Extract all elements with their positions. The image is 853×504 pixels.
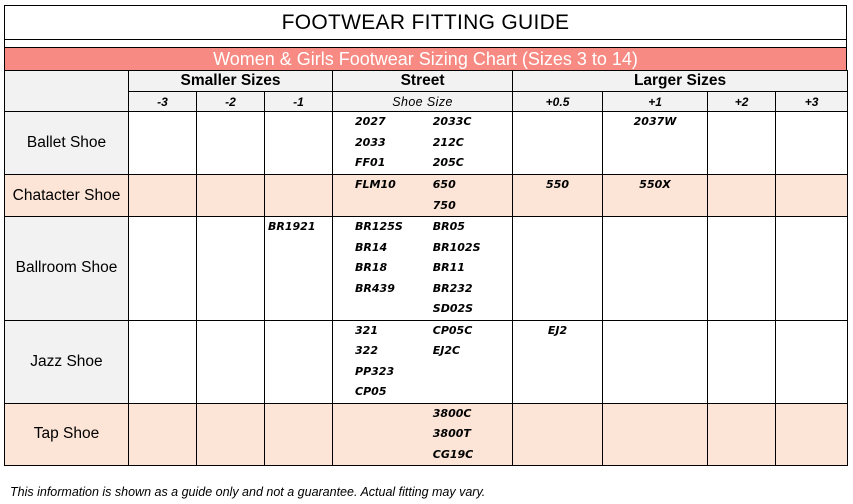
cell-minus-3 bbox=[129, 175, 197, 217]
size-code: BR18 bbox=[355, 261, 388, 274]
street-column-a bbox=[333, 112, 431, 174]
size-code: 2033 bbox=[355, 135, 386, 149]
size-code: 3800C bbox=[432, 406, 472, 420]
size-list bbox=[355, 175, 431, 196]
size-code: 212C bbox=[432, 135, 464, 149]
col-header-minus-3: -3 bbox=[129, 92, 197, 112]
size-code: CG19C bbox=[432, 447, 474, 461]
spacer-row bbox=[4, 39, 847, 47]
cell-minus-3 bbox=[129, 112, 197, 175]
cell-minus-1 bbox=[265, 112, 333, 175]
cell-minus-3 bbox=[129, 217, 197, 321]
cell-street-shoe-size bbox=[333, 217, 513, 321]
cell-plus-1 bbox=[603, 175, 708, 217]
size-code: 750 bbox=[432, 198, 456, 212]
cell-plus-1 bbox=[603, 403, 708, 466]
size-code: 2037W bbox=[633, 115, 677, 128]
size-code: 2027 bbox=[355, 115, 386, 128]
cell-plus-0-5 bbox=[513, 403, 603, 466]
cell-minus-1 bbox=[265, 175, 333, 217]
size-list bbox=[433, 217, 512, 320]
street-column-a bbox=[333, 217, 431, 320]
street-column-b bbox=[431, 112, 512, 174]
size-list bbox=[355, 217, 431, 299]
size-code: BR102S bbox=[432, 240, 481, 254]
size-code: BR14 bbox=[355, 240, 388, 254]
col-header-plus-3: +3 bbox=[776, 92, 848, 112]
cell-minus-3 bbox=[129, 403, 197, 466]
size-code: EJ2 bbox=[547, 323, 568, 337]
street-column-a bbox=[333, 404, 431, 466]
cell-plus-0-5 bbox=[513, 112, 603, 175]
street-size-columns bbox=[333, 112, 512, 174]
group-header-street: Street bbox=[333, 71, 513, 92]
size-code: 3800T bbox=[432, 427, 471, 440]
cell-street-shoe-size bbox=[333, 320, 513, 403]
col-header-plus-0-5: +0.5 bbox=[513, 92, 603, 112]
street-size-columns bbox=[333, 404, 512, 466]
cell-plus-3 bbox=[776, 320, 848, 403]
street-column-b bbox=[431, 404, 512, 466]
street-column-b bbox=[431, 321, 512, 403]
col-header-plus-1: +1 bbox=[603, 92, 708, 112]
size-list bbox=[355, 321, 431, 403]
cell-plus-2 bbox=[708, 403, 776, 466]
corner-cell bbox=[5, 71, 129, 112]
street-size-columns bbox=[333, 175, 512, 216]
size-list bbox=[433, 404, 512, 466]
size-list bbox=[433, 112, 512, 174]
cell-plus-3 bbox=[776, 403, 848, 466]
table-row bbox=[5, 112, 848, 175]
sizing-table bbox=[4, 70, 848, 466]
size-code: BR439 bbox=[355, 281, 395, 295]
size-list bbox=[265, 217, 332, 238]
col-header-minus-1: -1 bbox=[265, 92, 333, 112]
table-row bbox=[5, 403, 848, 466]
size-code: FF01 bbox=[355, 156, 386, 169]
cell-minus-1 bbox=[265, 320, 333, 403]
table-row bbox=[5, 320, 848, 403]
cell-plus-1 bbox=[603, 217, 708, 321]
street-column-a bbox=[333, 175, 431, 216]
size-code: 205C bbox=[432, 156, 464, 169]
cell-street-shoe-size bbox=[333, 403, 513, 466]
row-label: Tap Shoe bbox=[5, 403, 129, 466]
street-column-a bbox=[333, 321, 431, 403]
cell-plus-0-5 bbox=[513, 320, 603, 403]
size-code: BR1921 bbox=[268, 220, 316, 233]
chart-subtitle-banner: Women & Girls Footwear Sizing Chart (Sizes 3 to 14) bbox=[4, 47, 847, 70]
size-list bbox=[513, 175, 602, 196]
cell-minus-3 bbox=[129, 320, 197, 403]
street-size-columns bbox=[333, 321, 512, 403]
row-label: Ballroom Shoe bbox=[5, 217, 129, 321]
cell-street-shoe-size bbox=[333, 175, 513, 217]
table-body bbox=[5, 112, 848, 466]
row-label: Jazz Shoe bbox=[5, 320, 129, 403]
size-code: FLM10 bbox=[355, 178, 396, 191]
size-list bbox=[355, 112, 431, 174]
cell-plus-3 bbox=[776, 217, 848, 321]
size-list bbox=[513, 321, 602, 342]
cell-plus-3 bbox=[776, 175, 848, 217]
street-size-columns bbox=[333, 217, 512, 320]
street-column-b bbox=[431, 175, 512, 216]
street-column-b bbox=[431, 217, 512, 320]
size-code: 2033C bbox=[432, 115, 472, 128]
cell-minus-2 bbox=[197, 403, 265, 466]
cell-plus-0-5 bbox=[513, 175, 603, 217]
cell-plus-2 bbox=[708, 217, 776, 321]
group-header-smaller: Smaller Sizes bbox=[129, 71, 333, 92]
size-code: CP05C bbox=[432, 323, 473, 337]
size-code: SD02S bbox=[432, 302, 474, 315]
cell-plus-1 bbox=[603, 112, 708, 175]
size-code: 650 bbox=[432, 178, 456, 191]
size-code: BR232 bbox=[432, 281, 473, 295]
cell-minus-2 bbox=[197, 320, 265, 403]
table-row bbox=[5, 175, 848, 217]
size-code: PP323 bbox=[355, 364, 395, 378]
size-code: 322 bbox=[355, 344, 378, 357]
size-list bbox=[433, 175, 512, 216]
size-code: 321 bbox=[355, 323, 378, 337]
size-code: BR125S bbox=[355, 220, 403, 233]
row-label: Ballet Shoe bbox=[5, 112, 129, 175]
cell-plus-2 bbox=[708, 320, 776, 403]
cell-plus-0-5 bbox=[513, 217, 603, 321]
cell-plus-3 bbox=[776, 112, 848, 175]
cell-plus-2 bbox=[708, 175, 776, 217]
col-header-minus-2: -2 bbox=[197, 92, 265, 112]
size-list bbox=[603, 175, 707, 196]
disclaimer-footer: This information is shown as a guide only and not a guarantee. Actual fitting may vary. bbox=[10, 485, 486, 499]
group-header-larger: Larger Sizes bbox=[513, 71, 848, 92]
col-header-shoe-size: Shoe Size bbox=[333, 92, 513, 112]
fitting-guide-sheet bbox=[4, 5, 847, 499]
size-code: 550 bbox=[546, 178, 570, 191]
size-code: BR05 bbox=[432, 220, 465, 233]
size-code: CP05 bbox=[355, 385, 387, 398]
page-title: FOOTWEAR FITTING GUIDE bbox=[4, 5, 847, 39]
cell-minus-2 bbox=[197, 217, 265, 321]
size-list bbox=[603, 112, 707, 133]
row-label: Chatacter Shoe bbox=[5, 175, 129, 217]
cell-minus-1 bbox=[265, 403, 333, 466]
size-list bbox=[433, 321, 512, 362]
cell-plus-1 bbox=[603, 320, 708, 403]
cell-minus-2 bbox=[197, 112, 265, 175]
cell-plus-2 bbox=[708, 112, 776, 175]
size-code: 550X bbox=[639, 178, 671, 191]
cell-street-shoe-size bbox=[333, 112, 513, 175]
cell-minus-1 bbox=[265, 217, 333, 321]
size-code: EJ2C bbox=[432, 344, 461, 357]
size-code: BR11 bbox=[432, 261, 465, 274]
cell-minus-2 bbox=[197, 175, 265, 217]
col-header-plus-2: +2 bbox=[708, 92, 776, 112]
table-row bbox=[5, 217, 848, 321]
